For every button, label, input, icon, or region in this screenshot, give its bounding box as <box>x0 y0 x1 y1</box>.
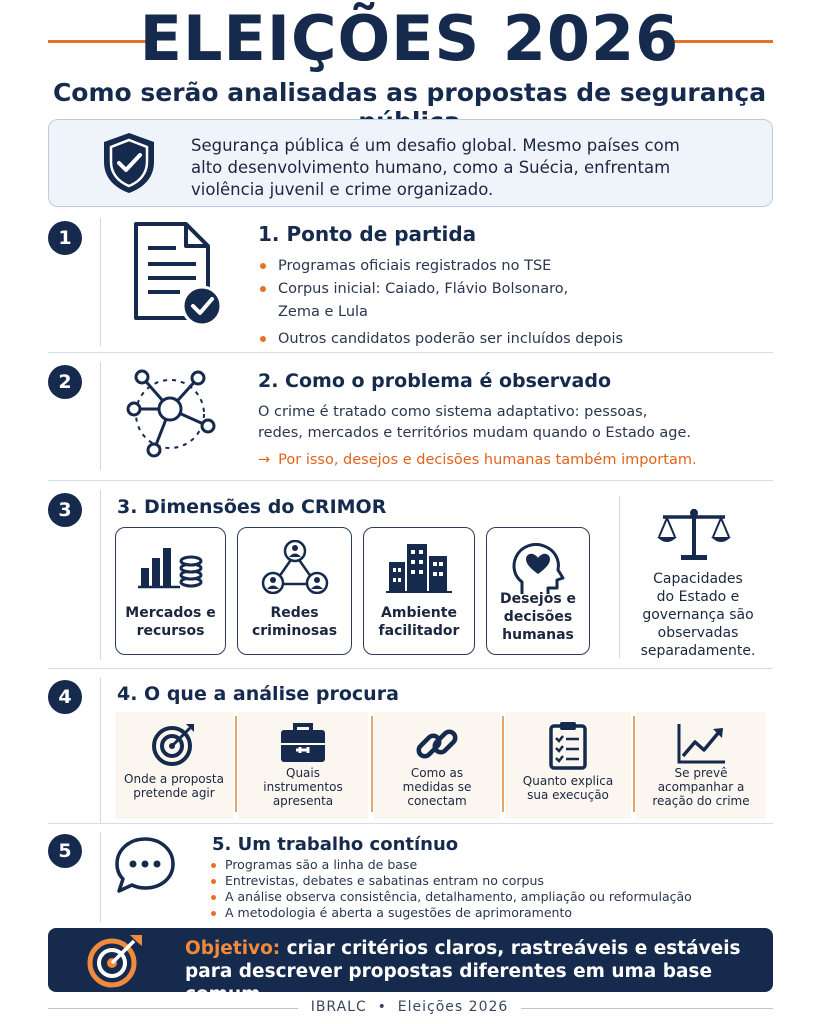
label-line: Quais <box>286 766 320 780</box>
section-title: 1. Ponto de partida <box>258 222 477 246</box>
section-separator <box>48 352 773 353</box>
objective-label: Objetivo: <box>185 938 281 959</box>
section-title: 4. O que a análise procura <box>117 683 399 705</box>
section-separator <box>48 823 773 824</box>
label-line: acompanhar a <box>657 780 745 794</box>
label-line: Como as <box>410 766 464 780</box>
people-network-icon <box>238 540 351 598</box>
clipboard-checklist-icon <box>505 720 631 774</box>
list-item: Programas são a linha de base <box>209 857 692 873</box>
criterion-label <box>119 772 229 800</box>
criterion-item <box>238 712 368 819</box>
criterion-label <box>378 766 496 808</box>
intro-box <box>48 119 773 207</box>
note-line: separadamente. <box>640 643 756 659</box>
label-line: Redes <box>270 605 319 621</box>
dimension-label <box>491 590 585 644</box>
label-line: sua execução <box>527 788 609 802</box>
label-line: Quanto explica <box>522 774 614 788</box>
label-line: recursos <box>136 623 205 639</box>
dimension-card <box>115 527 226 655</box>
section-divider <box>100 218 101 346</box>
criterion-label <box>242 766 364 808</box>
label-line: humanas <box>502 627 574 643</box>
section-number: 4 <box>48 680 82 714</box>
intro-text <box>191 135 751 201</box>
criterion-label <box>509 774 627 802</box>
note-line: governança são <box>642 607 754 623</box>
label-line: instrumentos <box>263 780 343 794</box>
criterion-item <box>505 712 631 819</box>
objective-text <box>185 937 765 1006</box>
target-icon <box>115 720 233 772</box>
chat-bubble-icon <box>113 835 177 899</box>
section-divider <box>100 832 101 922</box>
side-divider <box>619 496 620 658</box>
intro-line: Segurança pública é um desafio global. Mesmo países com <box>191 136 680 155</box>
dimension-card <box>237 527 352 655</box>
label-line: Ambiente <box>381 605 457 621</box>
label-line: medidas se <box>402 780 472 794</box>
label-line: facilitador <box>378 623 460 639</box>
list-item: Zema e Lula <box>278 304 368 320</box>
dimension-label <box>368 604 470 640</box>
label-line: Onde a proposta <box>124 772 224 786</box>
list-item: A metodologia é aberta a sugestões de aprimoramento <box>209 905 692 921</box>
trend-up-icon <box>636 720 766 770</box>
label-line: Desejos e <box>499 591 577 607</box>
list-item: A análise observa consistência, detalhamento, ampliação ou reformulação <box>209 889 692 905</box>
list-item: Outros candidatos poderão ser incluídos depois <box>258 328 623 351</box>
section-separator <box>48 668 773 669</box>
page-title: ELEIÇÕES 2026 <box>139 2 680 75</box>
highlight-text: Por isso, desejos e decisões humanas também importam. <box>278 452 697 468</box>
label-line: Se prevê <box>674 766 728 780</box>
page-subtitle: Como serão analisadas as propostas de segurança <box>52 78 767 107</box>
toolbox-icon <box>238 720 368 770</box>
link-icon <box>374 720 500 772</box>
section-title: 5. Um trabalho contínuo <box>212 834 459 855</box>
item-divider <box>633 716 635 812</box>
label-line: pretende agir <box>133 786 215 800</box>
section-divider <box>100 490 101 660</box>
arrow-right-icon: → <box>258 452 271 468</box>
section-divider <box>100 362 101 470</box>
highlight-note <box>258 452 697 468</box>
text-line: O crime é tratado como sistema adaptativo: pessoas, <box>258 404 648 420</box>
note-line: do Estado e <box>656 589 740 605</box>
text-line: redes, mercados e territórios mudam quando o Estado age. <box>258 425 692 441</box>
label-line: Mercados e <box>125 605 216 621</box>
item-divider <box>235 716 237 812</box>
criterion-item <box>374 712 500 819</box>
section-divider <box>100 677 101 823</box>
section-title: 3. Dimensões do CRIMOR <box>117 496 387 518</box>
note-line: observadas <box>657 625 739 641</box>
label-line: decisões <box>503 609 573 625</box>
section-bullets <box>258 255 623 351</box>
section-number: 2 <box>48 365 82 399</box>
scales-icon <box>655 505 733 567</box>
network-icon <box>120 364 220 468</box>
item-divider <box>371 716 373 812</box>
criterion-item <box>636 712 766 819</box>
note-line: Capacidades <box>653 571 743 587</box>
objective-line: para descrever propostas diferentes em uma base comum. <box>185 961 712 1005</box>
intro-line: violência juvenil e crime organizado. <box>191 180 494 199</box>
side-note <box>628 570 768 660</box>
section-number: 1 <box>48 221 82 255</box>
buildings-icon <box>364 540 474 598</box>
criterion-label <box>640 766 762 808</box>
objective-line: criar critérios claros, rastreáveis e estáveis <box>280 938 741 959</box>
objective-banner <box>48 928 773 1005</box>
label-line: reação do crime <box>652 794 750 808</box>
item-divider <box>502 716 504 812</box>
target-arrow-icon <box>86 933 144 993</box>
label-line: conectam <box>407 794 467 808</box>
criterion-item <box>115 712 233 819</box>
section-text <box>258 402 691 444</box>
label-line: criminosas <box>251 623 338 639</box>
dimension-label <box>242 604 347 640</box>
section-number: 3 <box>48 493 82 527</box>
dimension-card <box>486 527 590 655</box>
list-item: Corpus inicial: Caiado, Flávio Bolsonaro, <box>258 278 623 301</box>
dimension-label <box>120 604 221 640</box>
section-title: 2. Como o problema é observado <box>258 370 612 392</box>
intro-line: alto desenvolvimento humano, como a Suécia, enfrentam <box>191 158 671 177</box>
shield-check-icon <box>99 130 159 200</box>
list-item: Entrevistas, debates e sabatinas entram no corpus <box>209 873 692 889</box>
dimension-card <box>363 527 475 655</box>
bar-chart-coins-icon <box>116 540 225 594</box>
document-check-icon <box>130 220 222 334</box>
section-number: 5 <box>48 834 82 868</box>
section-bullets <box>209 857 692 921</box>
footer-text: IBRALC • Eleições 2026 <box>310 999 509 1015</box>
label-line: apresenta <box>272 794 334 808</box>
section-separator <box>48 480 773 481</box>
list-item: Programas oficiais registrados no TSE <box>258 255 623 278</box>
